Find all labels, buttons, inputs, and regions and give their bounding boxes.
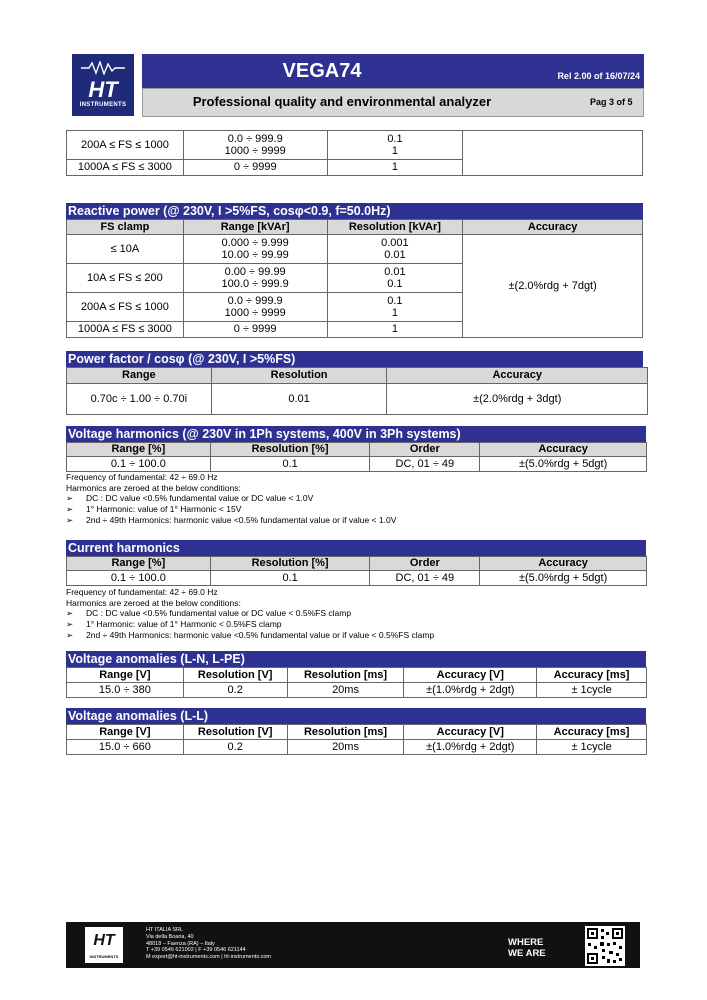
column-header: Resolution [V] <box>183 668 287 683</box>
resolution-value: 0.1 <box>387 294 403 307</box>
current-harmonics-table <box>66 556 647 586</box>
column-header: Resolution [kVAr] <box>327 220 463 235</box>
column-header: Order <box>370 557 480 571</box>
range-value: 100.0 ÷ 999.9 <box>221 278 289 290</box>
range-value: 0.0 ÷ 999.9 <box>227 294 283 307</box>
bullet-icon: ➢ <box>66 608 74 619</box>
reactive-power-table <box>66 219 643 338</box>
resolution-cell: 1 <box>327 322 463 338</box>
accuracy-cell: ±(5.0%rdg + 5dgt) <box>480 457 647 472</box>
order-cell: DC, 01 ÷ 49 <box>370 457 480 472</box>
bullet-text: DC : DC value <0.5% fundamental value or DC value < 0.5%FS clamp <box>86 608 352 619</box>
column-header: Range [kVAr] <box>183 220 327 235</box>
column-header: Accuracy [V] <box>404 668 537 683</box>
logo-subtext: INSTRUMENTS <box>79 102 127 108</box>
resolution-ms-cell: 20ms <box>287 683 404 698</box>
waveform-icon <box>81 61 125 75</box>
accuracy-cell: ±(1.0%rdg + 2dgt) <box>404 683 537 698</box>
bullet-icon: ➢ <box>66 619 74 630</box>
list-item <box>66 630 434 641</box>
voltage-anomalies-ln-table <box>66 667 647 698</box>
current-harmonics-notes <box>66 587 434 641</box>
accuracy-cell: ±(2.0%rdg + 3dgt) <box>387 384 648 415</box>
resolution-cell: 0.01 <box>211 384 387 415</box>
bullet-text: 1° Harmonic: value of 1° Harmonic < 15V <box>86 504 242 515</box>
column-header: Resolution [%] <box>210 443 370 457</box>
column-header: Range [V] <box>67 668 184 683</box>
address-line: Via della Boaria, 40 <box>146 933 194 940</box>
qr-code-graphic <box>585 926 625 966</box>
header-row <box>67 557 647 571</box>
order-cell: DC, 01 ÷ 49 <box>370 571 480 586</box>
resolution-cell: 0.1 <box>210 571 370 586</box>
column-header: Resolution [ms] <box>287 668 404 683</box>
voltage-anomalies-ln-title: Voltage anomalies (L-N, L-PE) <box>66 651 646 667</box>
column-header: FS clamp <box>67 220 184 235</box>
resolution-cell: 0.2 <box>183 683 287 698</box>
document-subtitle: Professional quality and environmental analyzer <box>192 94 492 109</box>
resolution-cell: 0.2 <box>183 740 287 755</box>
list-item <box>66 608 434 619</box>
where-we-are-label[interactable] <box>508 937 546 959</box>
voltage-harmonics-table <box>66 442 647 472</box>
voltage-anomalies-ll-title: Voltage anomalies (L-L) <box>66 708 646 724</box>
resolution-value: 1 <box>391 145 399 157</box>
range-cell: 0 ÷ 9999 <box>183 160 327 176</box>
footer-address <box>146 927 271 961</box>
address-line: HT ITALIA SRL <box>146 927 184 933</box>
column-header: Accuracy [ms] <box>537 725 647 740</box>
column-header: Accuracy <box>480 443 647 457</box>
bullet-text: 1° Harmonic: value of 1° Harmonic < 0.5%FS clamp <box>86 619 282 630</box>
column-header: Accuracy <box>480 557 647 571</box>
bullet-text: 2nd ÷ 49th Harmonics: harmonic value <0.5% fundamental value or if value < 0.5%FS clamp <box>86 629 435 640</box>
footer-logo-subtext: INSTRUMENTS <box>89 954 119 959</box>
bullet-text: DC : DC value <0.5% fundamental value or DC value < 1.0V <box>86 493 314 504</box>
list-item <box>66 619 434 630</box>
table-row <box>67 384 648 415</box>
accuracy-cell: ±(5.0%rdg + 5dgt) <box>480 571 647 586</box>
column-header: Resolution [V] <box>183 725 287 740</box>
address-line: 48018 – Faenza (RA) – Italy <box>146 940 215 947</box>
bullet-icon: ➢ <box>66 514 74 525</box>
column-header: Range [V] <box>67 725 184 740</box>
range-value: 0.000 ÷ 9.999 <box>221 236 289 249</box>
address-line: T +39 0546 621002 | F +39 0546 621144 <box>146 947 246 954</box>
column-header: Range <box>67 368 212 384</box>
column-header: Accuracy [V] <box>404 725 537 740</box>
range-value: 0.00 ÷ 99.99 <box>224 265 286 278</box>
header-row <box>67 443 647 457</box>
column-header: Accuracy [ms] <box>537 668 647 683</box>
bullet-icon: ➢ <box>66 504 74 515</box>
column-header: Accuracy <box>463 220 643 235</box>
resolution-cell <box>327 264 463 293</box>
column-header: Resolution [ms] <box>287 725 404 740</box>
column-header: Resolution [%] <box>210 557 370 571</box>
fs-cell: 1000A ≤ FS ≤ 3000 <box>67 322 184 338</box>
bullet-icon: ➢ <box>66 493 74 504</box>
fs-cell: 200A ≤ FS ≤ 1000 <box>67 293 184 322</box>
fs-cell: 1000A ≤ FS ≤ 3000 <box>67 160 184 176</box>
ht-logo <box>72 54 134 116</box>
voltage-anomalies-ll-table <box>66 724 647 755</box>
list-item <box>66 504 396 515</box>
range-cell <box>183 264 327 293</box>
resolution-value: 0.1 <box>387 278 403 290</box>
table-row <box>67 571 647 586</box>
range-cell: 0.70c ÷ 1.00 ÷ 0.70i <box>67 384 212 415</box>
range-cell: 0 ÷ 9999 <box>183 322 327 338</box>
address-line: M export@ht-instruments.com | ht-instruments.com <box>146 954 271 961</box>
resolution-cell: 0.1 <box>210 457 370 472</box>
table-row <box>67 131 643 160</box>
header-row <box>67 668 647 683</box>
bullet-text: 2nd ÷ 49th Harmonics: harmonic value <0.5% fundamental value or if value < 1.0V <box>86 514 397 525</box>
voltage-harmonics-notes <box>66 472 396 526</box>
list-item <box>66 515 396 526</box>
range-value: 1000 ÷ 9999 <box>224 145 286 157</box>
range-cell: 0.1 ÷ 100.0 <box>67 457 211 472</box>
table-row <box>67 740 647 755</box>
column-header: Resolution <box>211 368 387 384</box>
resolution-value: 1 <box>391 307 398 319</box>
range-cell: 15.0 ÷ 380 <box>67 683 184 698</box>
resolution-value: 0.001 <box>381 236 409 249</box>
range-value: 10.00 ÷ 99.99 <box>221 249 289 261</box>
page-number: Pag 3 of 5 <box>590 97 633 107</box>
logo-text: HT <box>88 77 118 102</box>
model-title: VEGA74 <box>282 60 362 82</box>
note-line: Harmonics are zeroed at the below conditions: <box>66 597 241 608</box>
resolution-cell <box>327 293 463 322</box>
resolution-value: 0.01 <box>384 249 406 261</box>
range-cell: 0.1 ÷ 100.0 <box>67 571 211 586</box>
bullet-icon: ➢ <box>66 629 74 640</box>
accuracy-ms-cell: ± 1cycle <box>537 740 647 755</box>
resolution-cell <box>327 235 463 264</box>
range-value: 1000 ÷ 9999 <box>224 307 286 319</box>
column-header: Order <box>370 443 480 457</box>
header-row <box>67 368 648 384</box>
fs-cell: ≤ 10A <box>67 235 184 264</box>
power-factor-title: Power factor / cosφ (@ 230V, I >5%FS) <box>66 351 643 367</box>
table-row <box>67 235 643 264</box>
current-harmonics-title: Current harmonics <box>66 540 646 556</box>
range-cell <box>183 235 327 264</box>
where-text: WHERE <box>508 937 544 948</box>
resolution-value: 0.01 <box>384 265 406 278</box>
accuracy-cell: ±(1.0%rdg + 2dgt) <box>404 740 537 755</box>
release-info: Rel 2.00 of 16/07/24 <box>557 71 640 81</box>
voltage-harmonics-title: Voltage harmonics (@ 230V in 1Ph systems, 400V in 3Ph systems) <box>66 426 646 442</box>
fs-cell: 10A ≤ FS ≤ 200 <box>67 264 184 293</box>
footer-logo-text: HT <box>93 932 115 949</box>
column-header: Range [%] <box>67 557 211 571</box>
accuracy-cell <box>463 131 643 176</box>
where-text: WE ARE <box>508 948 546 959</box>
resolution-cell <box>327 131 463 160</box>
fs-cell: 200A ≤ FS ≤ 1000 <box>67 131 184 160</box>
range-value: 0.0 ÷ 999.9 <box>227 132 283 145</box>
range-cell <box>183 131 327 160</box>
header-row <box>67 725 647 740</box>
range-cell: 15.0 ÷ 660 <box>67 740 184 755</box>
footer-logo <box>85 927 123 963</box>
reactive-power-title: Reactive power (@ 230V, I >5%FS, cosφ<0.9, f=50.0Hz) <box>66 203 643 219</box>
column-header: Accuracy <box>387 368 648 384</box>
table-row <box>67 457 647 472</box>
accuracy-ms-cell: ± 1cycle <box>537 683 647 698</box>
resolution-value: 0.1 <box>387 132 403 145</box>
note-line: Frequency of fundamental: 42 ÷ 69.0 Hz <box>66 587 218 597</box>
column-header: Range [%] <box>67 443 211 457</box>
resolution-cell: 1 <box>327 160 463 176</box>
accuracy-cell: ±(2.0%rdg + 7dgt) <box>463 235 643 338</box>
qr-code-icon[interactable] <box>585 926 625 966</box>
list-item <box>66 493 396 504</box>
note-line: Frequency of fundamental: 42 ÷ 69.0 Hz <box>66 472 218 482</box>
range-cell <box>183 293 327 322</box>
resolution-ms-cell: 20ms <box>287 740 404 755</box>
active-power-continuation-table <box>66 130 643 176</box>
power-factor-table <box>66 367 648 415</box>
table-row <box>67 683 647 698</box>
note-line: Harmonics are zeroed at the below conditions: <box>66 482 241 493</box>
header-row <box>67 220 643 235</box>
